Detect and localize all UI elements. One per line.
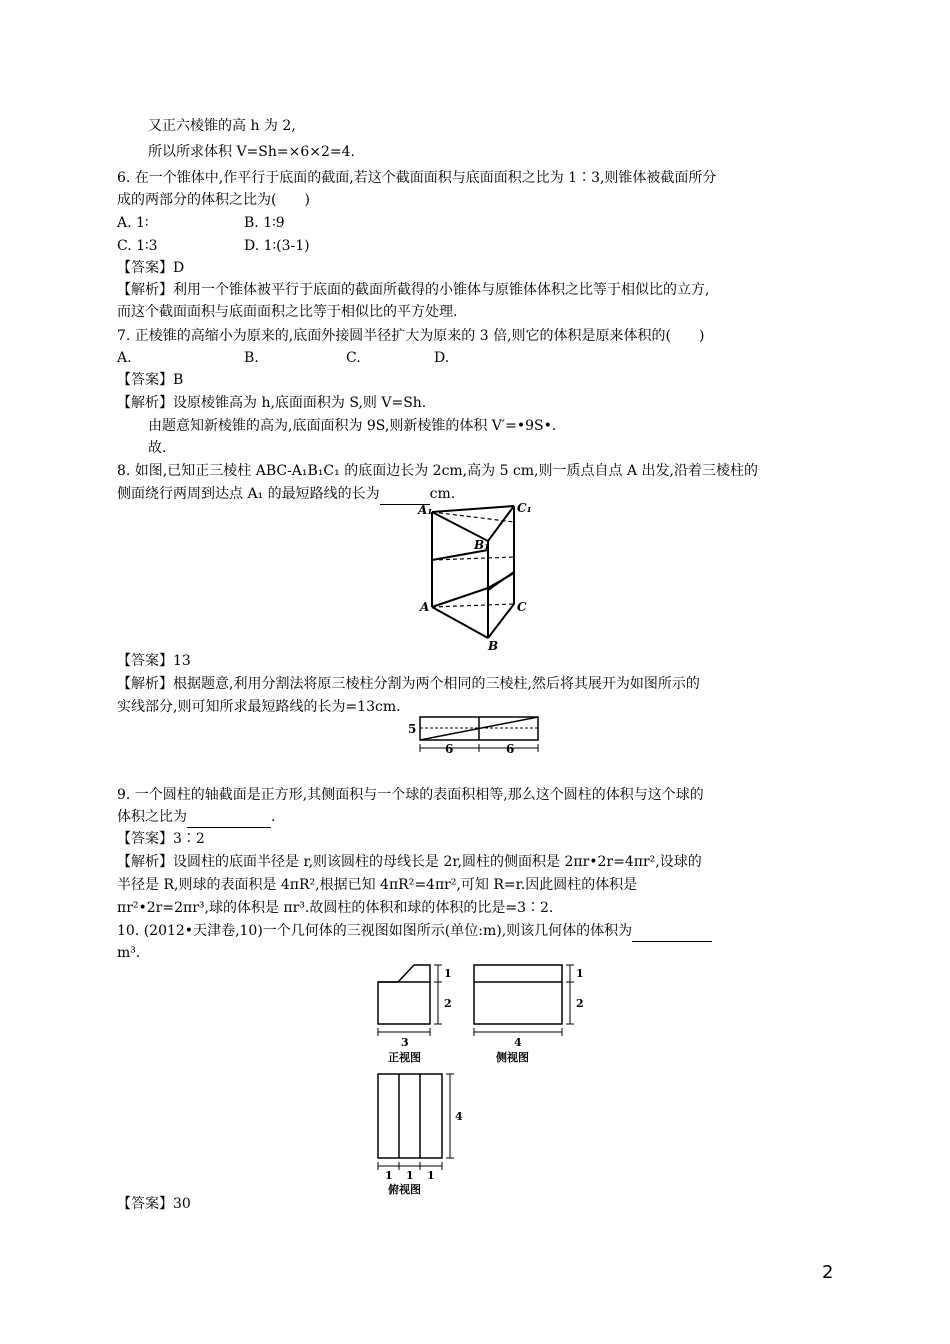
option-d: D. 1∶(3-1): [244, 238, 310, 254]
option-c: C.: [346, 350, 361, 366]
stem-text: cm.: [429, 486, 456, 502]
option-d: D.: [434, 350, 450, 366]
view-caption: 侧视图: [496, 1051, 529, 1064]
label-c1: C₁: [517, 501, 532, 515]
label-a1: A₁: [418, 503, 433, 517]
dim-label: 1: [406, 1169, 414, 1182]
label-height: 5: [408, 722, 417, 736]
answer: 【答案】B: [117, 372, 184, 388]
question-8-stem: [117, 484, 455, 505]
answer: 【答案】30: [117, 1196, 191, 1212]
front-view-figure: [370, 958, 470, 1068]
explanation: 【解析】设圆柱的底面半径是 r,则该圆柱的母线长是 2r,圆柱的侧面积是 2πr•2r=4πr²,设球的: [117, 854, 702, 870]
dim-label: 4: [455, 1110, 463, 1123]
label-b: B: [488, 639, 499, 650]
question-8-stem: 8. 如图,已知正三棱柱 ABC-A₁B₁C₁ 的底面边长为 2cm,高为 5 cm,则一质点自点 A 出发,沿着三棱柱的: [117, 463, 758, 479]
answer: 【答案】3∶2: [117, 831, 205, 847]
explanation: 【解析】设原棱锥高为 h,底面面积为 S,则 V=Sh.: [117, 395, 427, 411]
question-10-stem: m³.: [117, 945, 141, 961]
dim-label: 4: [514, 1036, 522, 1049]
explanation: 故.: [148, 440, 167, 456]
stem-text: 10. (2012•天津卷,10)一个几何体的三视图如图所示(单位:m),则该几何体的体积为: [117, 923, 633, 939]
text-line: 又正六棱锥的高 h 为 2,: [148, 118, 296, 134]
question-10-stem: [117, 921, 712, 942]
stem-text: .: [271, 809, 276, 825]
dim-label: 1: [444, 967, 452, 980]
question-7-stem: 7. 正棱锥的高缩小为原来的,底面外接圆半径扩大为原来的 3 倍,则它的体积是原来体积的( ): [117, 328, 705, 344]
answer: 【答案】D: [117, 260, 185, 276]
option-b: B.: [244, 350, 259, 366]
stem-text: 体积之比为: [117, 809, 187, 825]
top-view-figure: [370, 1066, 470, 1196]
question-6-stem: 成的两部分的体积之比为( ): [117, 192, 310, 208]
label-a: A: [420, 600, 430, 614]
explanation: 半径是 R,则球的表面积是 4πR²,根据已知 4πR²=4πr²,可知 R=r.因此圆柱的体积是: [117, 877, 638, 893]
label-width: 6: [445, 742, 454, 756]
label-b1: B₁: [474, 538, 490, 552]
stem-text: 侧面绕行两周到达点 A₁ 的最短路线的长为: [117, 486, 380, 502]
answer: 【答案】13: [117, 653, 191, 669]
view-caption: 俯视图: [388, 1183, 421, 1196]
page-number: 2: [822, 1262, 834, 1283]
unfolded-figure: [404, 712, 544, 756]
explanation: 而这个截面面积与底面面积之比等于相似比的平方处理.: [117, 304, 458, 320]
explanation: 实线部分,则可知所求最短路线的长为=13cm.: [117, 699, 401, 715]
answer-blank: [187, 807, 271, 828]
dim-label: 1: [576, 967, 584, 980]
text-line: 所以所求体积 V=Sh=×6×2=4.: [148, 144, 355, 160]
dim-label: 2: [444, 997, 452, 1010]
dim-label: 2: [576, 997, 584, 1010]
answer-blank: [632, 921, 712, 942]
label-c: C: [517, 600, 527, 614]
option-a: A. 1∶: [117, 215, 149, 231]
dim-label: 3: [401, 1036, 409, 1049]
side-view-figure: [466, 958, 586, 1068]
explanation: πr²•2r=2πr³,球的体积是 πr³.故圆柱的体积和球的体积的比是=3∶2.: [117, 900, 554, 916]
view-caption: 正视图: [388, 1051, 421, 1064]
question-9-stem: [117, 807, 275, 828]
prism-figure: [410, 500, 540, 650]
question-9-stem: 9. 一个圆柱的轴截面是正方形,其侧面积与一个球的表面积相等,那么这个圆柱的体积与这个球的: [117, 787, 704, 803]
label-width: 6: [506, 742, 515, 756]
dim-label: 1: [427, 1169, 435, 1182]
explanation: 【解析】根据题意,利用分割法将原三棱柱分割为两个相同的三棱柱,然后将其展开为如图所示的: [117, 676, 700, 692]
dim-label: 1: [385, 1169, 393, 1182]
question-6-stem: 6. 在一个锥体中,作平行于底面的截面,若这个截面面积与底面面积之比为 1∶3,则锥体被截面所分: [117, 170, 717, 186]
explanation: 【解析】利用一个锥体被平行于底面的截面所截得的小锥体与原锥体体积之比等于相似比的立方,: [117, 282, 710, 298]
explanation: 由题意知新棱锥的高为,底面面积为 9S,则新棱锥的体积 V′=•9S•.: [148, 418, 557, 434]
option-c: C. 1∶3: [117, 238, 158, 254]
option-b: B. 1∶9: [244, 215, 285, 231]
option-a: A.: [117, 350, 132, 366]
